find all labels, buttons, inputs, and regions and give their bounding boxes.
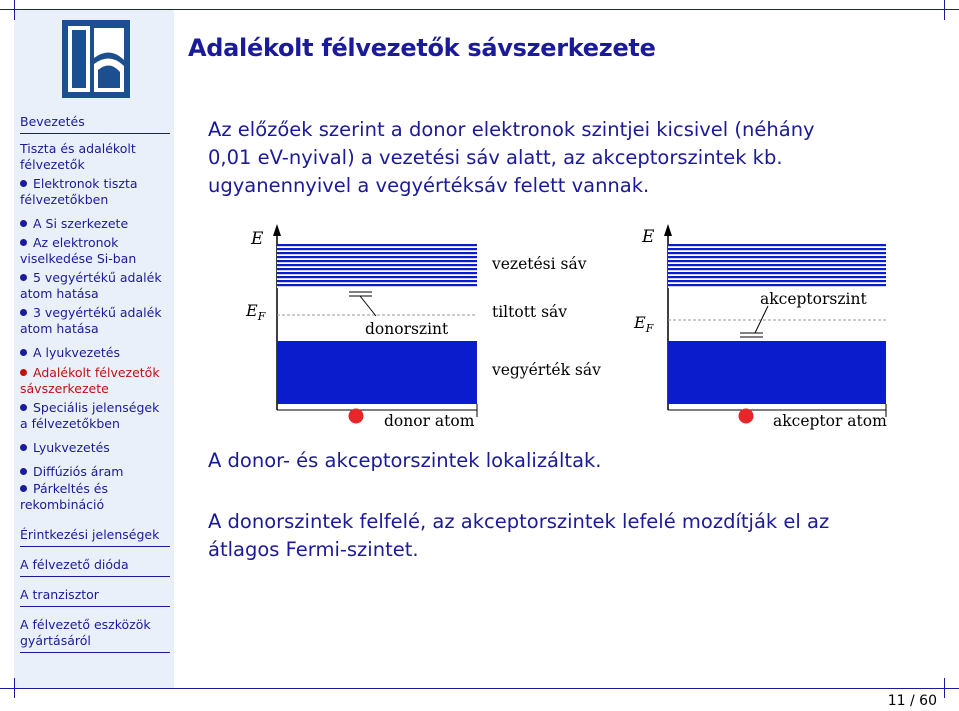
nav-section-erintkezesi[interactable]: Érintkezési jelenségek (20, 527, 170, 547)
conduction-band (277, 244, 477, 288)
valence-band (668, 341, 886, 404)
nav-section-tiszta[interactable]: Tiszta és adalékolt félvezetők (20, 141, 136, 172)
donor-diagram (245, 224, 477, 430)
fermi-label: $E_F$ (634, 313, 654, 335)
nav-item-lyukvezetes-a[interactable]: A lyukvezetés (20, 345, 170, 361)
nav-item-si-szerkezete[interactable]: A Si szerkezete (20, 216, 170, 232)
nav-item-adalekolt-active[interactable]: Adalékolt félvezetők sávszerkezete (20, 365, 160, 396)
conduction-band-label: vezetési sáv (492, 255, 587, 273)
page-number: 11 / 60 (887, 693, 937, 709)
acceptor-atom-dot (739, 409, 754, 424)
acceptor-atom-label: akceptor atom (773, 412, 887, 430)
donorszint-label: donorszint (365, 320, 449, 338)
akceptorszint-label: akceptorszint (760, 290, 867, 308)
donor-pointer-line (360, 296, 376, 316)
nav-item-3-vegyertek[interactable]: 3 vegyértékű adalék atom hatása (20, 305, 162, 336)
conduction-band (668, 244, 886, 288)
nav-item-specialis[interactable]: Speciális jelenségek a félvezetőkben (20, 400, 160, 431)
nav-section-bevezetes[interactable]: Bevezetés (20, 114, 170, 134)
donor-atom-dot (349, 409, 364, 424)
intro-paragraph: Az előzőek szerint a donor elektronok szintjei kicsivel (néhány 0,01 eV-nyival) a vezetési sáv alatt, az akceptorszintek kb. ugyanennyivel a vegyértéksáv felett vannak. (208, 118, 815, 197)
valence-band-label: vegyérték sáv (492, 361, 601, 379)
acceptor-diagram (633, 224, 887, 430)
nav-item-lyukvezetes[interactable]: Lyukvezetés (20, 440, 170, 456)
valence-band (277, 341, 477, 404)
arrow-icon (664, 224, 672, 236)
fermi-label: $E_F$ (246, 301, 266, 323)
page-title: Adalékolt félvezetők sávszerkezete (188, 34, 656, 62)
nav-item-elektronok-si[interactable]: Az elektronok viselkedése Si-ban (20, 235, 137, 266)
nav-item-5-vegyertek[interactable]: 5 vegyértékű adalék atom hatása (20, 270, 162, 301)
nav-section-dioda[interactable]: A félvezető dióda (20, 557, 170, 577)
arrow-icon (273, 224, 281, 236)
conclusion-paragraph: A donorszintek felfelé, az akceptorszintek lefelé mozdítják el az átlagos Fermi-szintet. (208, 510, 830, 561)
localized-text: A donor- és akceptorszintek lokalizáltak. (208, 449, 602, 472)
nav-item-parkeltes[interactable]: Párkeltés és rekombináció (20, 481, 109, 512)
nav-section-tranzisztor[interactable]: A tranzisztor (20, 587, 170, 607)
nav-section-eszkozok[interactable]: A félvezető eszközök gyártásáról (20, 617, 170, 653)
donor-atom-label: donor atom (384, 412, 475, 430)
band-gap-label: tiltott sáv (492, 303, 568, 321)
axis-label-e: E (251, 229, 264, 249)
nav-item-elektronok[interactable]: Elektronok tiszta félvezetőkben (20, 176, 138, 207)
nav-item-diffuzios[interactable]: Diffúziós áram (20, 464, 170, 480)
axis-label-e: E (642, 227, 655, 247)
acceptor-pointer-line (755, 306, 768, 333)
